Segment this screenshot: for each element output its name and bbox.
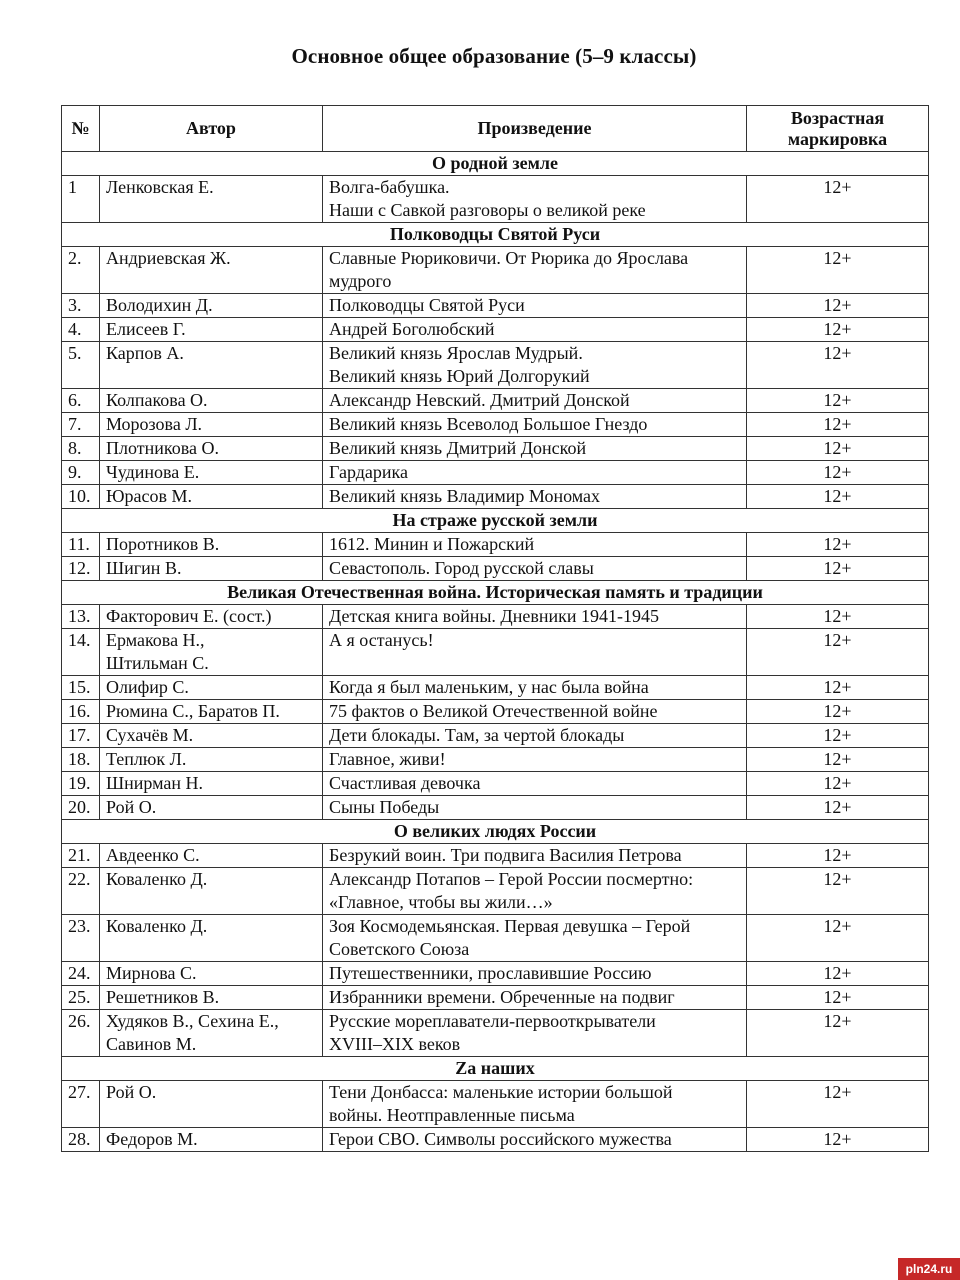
- work-line: войны. Неотправленные письма: [329, 1105, 575, 1125]
- table-row: [62, 700, 929, 724]
- age-rating: 12+: [747, 915, 929, 962]
- table-row: [62, 342, 929, 389]
- row-number: 19.: [62, 772, 100, 796]
- table-row: [62, 389, 929, 413]
- table-row: [62, 413, 929, 437]
- row-number: 16.: [62, 700, 100, 724]
- age-rating: 12+: [747, 247, 929, 294]
- author-cell: [100, 1081, 323, 1128]
- row-number: 2.: [62, 247, 100, 294]
- author-line: Андриевская Ж.: [106, 248, 231, 268]
- age-rating: 12+: [747, 294, 929, 318]
- author-line: Теплюк Л.: [106, 749, 187, 769]
- row-number: 6.: [62, 389, 100, 413]
- author-line: Плотникова О.: [106, 438, 219, 458]
- work-line: Путешественники, прославившие Россию: [329, 963, 652, 983]
- age-rating: 12+: [747, 1010, 929, 1057]
- column-header-age-rating: [747, 106, 929, 152]
- work-line: 75 фактов о Великой Отечественной войне: [329, 701, 658, 721]
- section-row: [62, 581, 929, 605]
- work-cell: [323, 629, 747, 676]
- author-cell: [100, 700, 323, 724]
- table-row: [62, 557, 929, 581]
- author-line: Олифир С.: [106, 677, 189, 697]
- work-line: Полководцы Святой Руси: [329, 295, 525, 315]
- table-row: [62, 1010, 929, 1057]
- table-row: [62, 748, 929, 772]
- author-cell: [100, 605, 323, 629]
- work-line: Гардарика: [329, 462, 408, 482]
- work-line: XVIII–XIX веков: [329, 1034, 461, 1054]
- author-line: Сухачёв М.: [106, 725, 194, 745]
- work-line: Детская книга войны. Дневники 1941-1945: [329, 606, 659, 626]
- work-cell: [323, 844, 747, 868]
- author-line: Колпакова О.: [106, 390, 208, 410]
- work-line: Андрей Боголюбский: [329, 319, 495, 339]
- author-line: Карпов А.: [106, 343, 184, 363]
- row-number: 25.: [62, 986, 100, 1010]
- work-line: Избранники времени. Обреченные на подвиг: [329, 987, 675, 1007]
- author-cell: [100, 1128, 323, 1152]
- author-cell: [100, 533, 323, 557]
- work-cell: [323, 915, 747, 962]
- row-number: 9.: [62, 461, 100, 485]
- work-cell: [323, 461, 747, 485]
- work-cell: [323, 247, 747, 294]
- table-row: [62, 676, 929, 700]
- table-row: [62, 772, 929, 796]
- row-number: 5.: [62, 342, 100, 389]
- age-rating: 12+: [747, 772, 929, 796]
- age-rating: 12+: [747, 605, 929, 629]
- work-cell: [323, 868, 747, 915]
- table-row: [62, 962, 929, 986]
- work-line: Когда я был маленьким, у нас была война: [329, 677, 649, 697]
- author-cell: [100, 557, 323, 581]
- author-line: Ермакова Н.,: [106, 630, 205, 650]
- table-row: [62, 1081, 929, 1128]
- work-cell: [323, 318, 747, 342]
- work-cell: [323, 533, 747, 557]
- work-line: Александр Невский. Дмитрий Донской: [329, 390, 630, 410]
- work-cell: [323, 986, 747, 1010]
- row-number: 17.: [62, 724, 100, 748]
- section-title: О великих людях России: [62, 820, 929, 844]
- table-row: [62, 461, 929, 485]
- author-cell: [100, 986, 323, 1010]
- table-row: [62, 629, 929, 676]
- author-line: Штильман С.: [106, 653, 209, 673]
- author-line: Поротников В.: [106, 534, 220, 554]
- author-line: Морозова Л.: [106, 414, 203, 434]
- work-line: Великий князь Всеволод Большое Гнездо: [329, 414, 648, 434]
- work-cell: [323, 485, 747, 509]
- section-row: [62, 152, 929, 176]
- age-rating: 12+: [747, 1081, 929, 1128]
- column-header-work: Произведение: [323, 106, 747, 152]
- age-rating: 12+: [747, 700, 929, 724]
- author-line: Рой О.: [106, 797, 157, 817]
- age-header-line-2: маркировка: [787, 128, 888, 149]
- column-header-number: №: [62, 106, 100, 152]
- table-row: [62, 485, 929, 509]
- work-cell: [323, 605, 747, 629]
- row-number: 3.: [62, 294, 100, 318]
- work-cell: [323, 413, 747, 437]
- age-rating: 12+: [747, 533, 929, 557]
- author-line: Федоров М.: [106, 1129, 198, 1149]
- work-cell: [323, 676, 747, 700]
- author-cell: [100, 485, 323, 509]
- row-number: 26.: [62, 1010, 100, 1057]
- author-cell: [100, 676, 323, 700]
- author-cell: [100, 868, 323, 915]
- author-cell: [100, 176, 323, 223]
- work-cell: [323, 389, 747, 413]
- section-row: [62, 509, 929, 533]
- work-line: Счастливая девочка: [329, 773, 481, 793]
- age-rating: 12+: [747, 413, 929, 437]
- row-number: 14.: [62, 629, 100, 676]
- author-cell: [100, 915, 323, 962]
- work-line: А я останусь!: [329, 630, 434, 650]
- work-cell: [323, 557, 747, 581]
- work-line: Тени Донбасса: маленькие истории большой: [329, 1082, 673, 1102]
- table-row: [62, 724, 929, 748]
- table-row: [62, 868, 929, 915]
- row-number: 28.: [62, 1128, 100, 1152]
- author-line: Факторович Е. (сост.): [106, 606, 272, 626]
- work-cell: [323, 700, 747, 724]
- work-line: Сыны Победы: [329, 797, 440, 817]
- work-line: Советского Союза: [329, 939, 470, 959]
- work-cell: [323, 962, 747, 986]
- row-number: 4.: [62, 318, 100, 342]
- row-number: 1: [62, 176, 100, 223]
- table-row: [62, 294, 929, 318]
- author-cell: [100, 962, 323, 986]
- work-line: Великий князь Владимир Мономах: [329, 486, 600, 506]
- author-line: Коваленко Д.: [106, 869, 208, 889]
- table-header-row: [62, 106, 929, 152]
- row-number: 18.: [62, 748, 100, 772]
- author-line: Шнирман Н.: [106, 773, 204, 793]
- work-cell: [323, 1010, 747, 1057]
- row-number: 22.: [62, 868, 100, 915]
- age-header-line-1: Возрастная: [790, 107, 885, 128]
- table-row: [62, 437, 929, 461]
- author-line: Шигин В.: [106, 558, 182, 578]
- author-line: Елисеев Г.: [106, 319, 186, 339]
- author-cell: [100, 629, 323, 676]
- work-line: 1612. Минин и Пожарский: [329, 534, 535, 554]
- author-line: Коваленко Д.: [106, 916, 208, 936]
- age-rating: 12+: [747, 389, 929, 413]
- age-rating: 12+: [747, 461, 929, 485]
- author-line: Авдеенко С.: [106, 845, 200, 865]
- work-line: Великий князь Юрий Долгорукий: [329, 366, 590, 386]
- author-cell: [100, 389, 323, 413]
- author-line: Чудинова Е.: [106, 462, 200, 482]
- author-line: Ленковская Е.: [106, 177, 214, 197]
- table-row: [62, 796, 929, 820]
- author-cell: [100, 796, 323, 820]
- section-title: Великая Отечественная война. Историческая память и традиции: [62, 581, 929, 605]
- work-line: Зоя Космодемьянская. Первая девушка – Герой: [329, 916, 691, 936]
- row-number: 15.: [62, 676, 100, 700]
- author-cell: [100, 1010, 323, 1057]
- work-cell: [323, 796, 747, 820]
- work-cell: [323, 1081, 747, 1128]
- author-cell: [100, 748, 323, 772]
- age-rating: 12+: [747, 342, 929, 389]
- work-line: Славные Рюриковичи. От Рюрика до Ярослава: [329, 248, 689, 268]
- work-line: Русские мореплаватели-первооткрыватели: [329, 1011, 656, 1031]
- section-row: [62, 1057, 929, 1081]
- row-number: 10.: [62, 485, 100, 509]
- work-cell: [323, 748, 747, 772]
- work-cell: [323, 437, 747, 461]
- author-line: Решетников В.: [106, 987, 220, 1007]
- age-rating: 12+: [747, 318, 929, 342]
- section-title: Полководцы Святой Руси: [62, 223, 929, 247]
- section-title: Zа наших: [62, 1057, 929, 1081]
- row-number: 8.: [62, 437, 100, 461]
- age-rating: 12+: [747, 962, 929, 986]
- author-cell: [100, 294, 323, 318]
- row-number: 11.: [62, 533, 100, 557]
- author-cell: [100, 772, 323, 796]
- age-rating: 12+: [747, 796, 929, 820]
- age-rating: 12+: [747, 437, 929, 461]
- age-rating: 12+: [747, 868, 929, 915]
- site-watermark: pln24.ru: [898, 1258, 960, 1280]
- author-cell: [100, 413, 323, 437]
- age-rating: 12+: [747, 986, 929, 1010]
- work-cell: [323, 724, 747, 748]
- author-line: Рюмина С., Баратов П.: [106, 701, 280, 721]
- author-line: Юрасов М.: [106, 486, 192, 506]
- work-line: Великий князь Дмитрий Донской: [329, 438, 587, 458]
- author-line: Володихин Д.: [106, 295, 213, 315]
- row-number: 13.: [62, 605, 100, 629]
- page-title: Основное общее образование (5–9 классы): [291, 44, 697, 68]
- author-cell: [100, 342, 323, 389]
- work-line: Великий князь Ярослав Мудрый.: [329, 343, 583, 363]
- row-number: 7.: [62, 413, 100, 437]
- work-cell: [323, 1128, 747, 1152]
- table-row: [62, 176, 929, 223]
- age-rating: 12+: [747, 676, 929, 700]
- table-row: [62, 533, 929, 557]
- table-row: [62, 605, 929, 629]
- age-rating: 12+: [747, 485, 929, 509]
- row-number: 21.: [62, 844, 100, 868]
- author-cell: [100, 844, 323, 868]
- row-number: 27.: [62, 1081, 100, 1128]
- work-cell: [323, 772, 747, 796]
- author-line: Савинов М.: [106, 1034, 197, 1054]
- work-line: Безрукий воин. Три подвига Василия Петрова: [329, 845, 682, 865]
- work-line: «Главное, чтобы вы жили…»: [329, 892, 553, 912]
- work-cell: [323, 176, 747, 223]
- author-cell: [100, 724, 323, 748]
- table-row: [62, 1128, 929, 1152]
- section-title: На страже русской земли: [62, 509, 929, 533]
- work-line: Герои СВО. Символы российского мужества: [329, 1129, 672, 1149]
- table-row: [62, 247, 929, 294]
- row-number: 23.: [62, 915, 100, 962]
- author-cell: [100, 247, 323, 294]
- author-cell: [100, 437, 323, 461]
- work-line: Главное, живи!: [329, 749, 446, 769]
- author-cell: [100, 318, 323, 342]
- section-row: [62, 820, 929, 844]
- row-number: 20.: [62, 796, 100, 820]
- age-rating: 12+: [747, 629, 929, 676]
- work-line: Наши с Савкой разговоры о великой реке: [329, 200, 646, 220]
- table-body: [62, 152, 929, 1152]
- age-rating: 12+: [747, 844, 929, 868]
- author-cell: [100, 461, 323, 485]
- work-line: мудрого: [329, 271, 392, 291]
- author-line: Худяков В., Сехина Е.,: [106, 1011, 279, 1031]
- age-rating: 12+: [747, 724, 929, 748]
- section-row: [62, 223, 929, 247]
- table-row: [62, 986, 929, 1010]
- age-rating: 12+: [747, 1128, 929, 1152]
- work-line: Александр Потапов – Герой России посмертно:: [329, 869, 694, 889]
- work-line: Волга-бабушка.: [329, 177, 450, 197]
- age-rating: 12+: [747, 748, 929, 772]
- book-list-table: [61, 105, 929, 1152]
- work-line: Севастополь. Город русской славы: [329, 558, 594, 578]
- table-row: [62, 844, 929, 868]
- table-row: [62, 318, 929, 342]
- work-line: Дети блокады. Там, за чертой блокады: [329, 725, 625, 745]
- work-cell: [323, 342, 747, 389]
- age-rating: 12+: [747, 176, 929, 223]
- column-header-author: Автор: [100, 106, 323, 152]
- age-rating: 12+: [747, 557, 929, 581]
- section-title: О родной земле: [62, 152, 929, 176]
- work-cell: [323, 294, 747, 318]
- table-row: [62, 915, 929, 962]
- row-number: 24.: [62, 962, 100, 986]
- author-line: Мирнова С.: [106, 963, 197, 983]
- author-line: Рой О.: [106, 1082, 157, 1102]
- row-number: 12.: [62, 557, 100, 581]
